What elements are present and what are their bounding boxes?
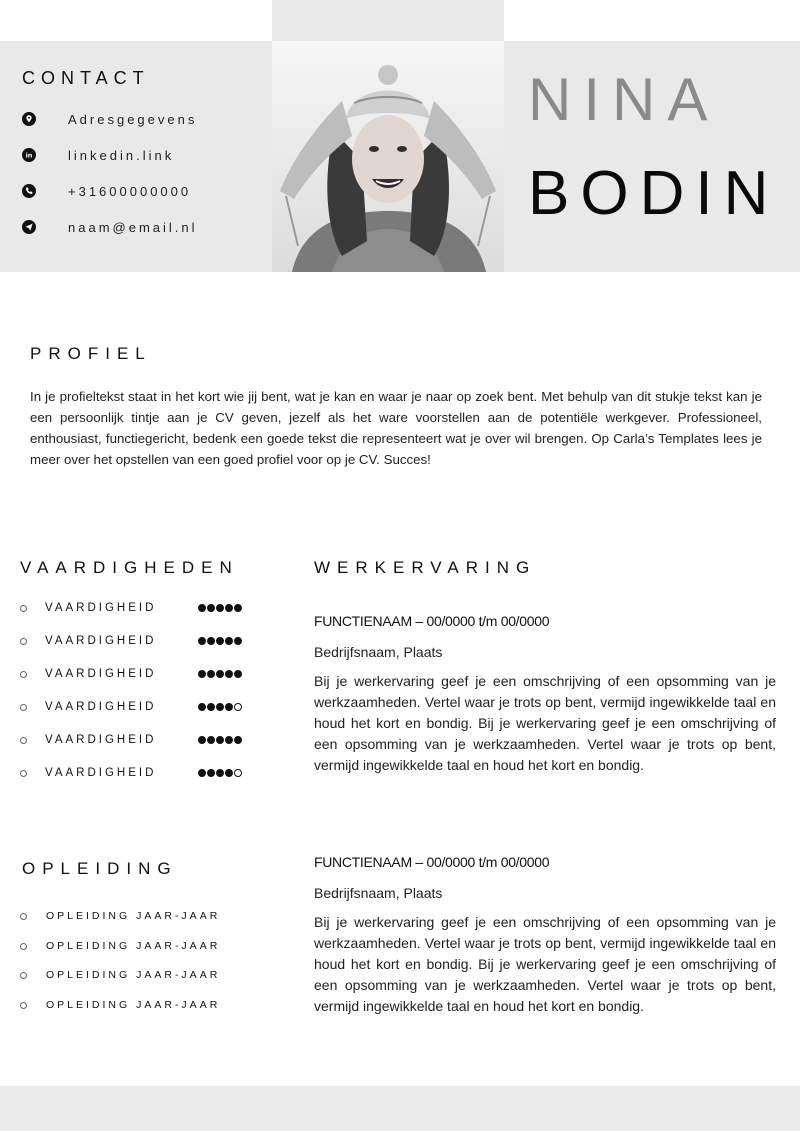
rating-dot-filled: [216, 769, 224, 777]
photo-tab: [272, 0, 504, 41]
rating-dot-filled: [207, 736, 215, 744]
bullet-icon: [20, 671, 27, 678]
profile-photo-illustration: [272, 41, 504, 272]
rating-dot-filled: [207, 637, 215, 645]
rating-dot-filled: [234, 736, 242, 744]
job-company: Bedrijfsnaam, Plaats: [314, 885, 443, 901]
skill-rating: [198, 604, 242, 612]
location-icon: [22, 112, 36, 126]
rating-dot-filled: [225, 769, 233, 777]
rating-dot-filled: [198, 736, 206, 744]
rating-dot-filled: [198, 604, 206, 612]
rating-dot-filled: [225, 637, 233, 645]
rating-dot-filled: [216, 703, 224, 711]
bullet-icon: [20, 913, 27, 920]
contact-title: CONTACT: [22, 68, 150, 88]
svg-text:in: in: [25, 151, 33, 160]
rating-dot-empty: [234, 769, 242, 777]
education-title: OPLEIDING: [22, 859, 178, 878]
rating-dot-filled: [225, 670, 233, 678]
job-title: FUNCTIENAAM – 00/0000 t/m 00/0000: [314, 613, 550, 629]
bullet-icon: [20, 605, 27, 612]
rating-dot-filled: [207, 769, 215, 777]
contact-phone-text[interactable]: +31600000000: [68, 183, 192, 199]
rating-dot-filled: [216, 604, 224, 612]
rating-dot-filled: [216, 637, 224, 645]
contact-linkedin-text[interactable]: linkedin.link: [68, 147, 175, 163]
first-name: NINA: [528, 66, 720, 133]
skill-row: [20, 765, 157, 781]
bullet-icon: [20, 1002, 27, 1009]
profile-photo: [272, 41, 504, 272]
skill-label: VAARDIGHEID: [45, 701, 157, 713]
education-label: OPLEIDING JAAR-JAAR: [46, 999, 221, 1011]
rating-dot-filled: [234, 637, 242, 645]
rating-dot-filled: [198, 703, 206, 711]
rating-dot-filled: [198, 670, 206, 678]
bullet-icon: [20, 638, 27, 645]
skill-label: VAARDIGHEID: [45, 734, 157, 746]
education-label: OPLEIDING JAAR-JAAR: [46, 910, 221, 922]
rating-dot-filled: [216, 736, 224, 744]
contact-email[interactable]: [22, 218, 198, 236]
contact-phone[interactable]: [22, 182, 192, 200]
phone-icon: [22, 184, 36, 198]
bullet-icon: [20, 737, 27, 744]
rating-dot-filled: [234, 604, 242, 612]
education-label: OPLEIDING JAAR-JAAR: [46, 969, 221, 981]
contact-address-text: Adresgegevens: [68, 111, 198, 127]
skill-rating: [198, 736, 242, 744]
rating-dot-empty: [234, 703, 242, 711]
education-row: [20, 939, 221, 953]
skill-label: VAARDIGHEID: [45, 767, 157, 779]
rating-dot-filled: [198, 769, 206, 777]
job-title: FUNCTIENAAM – 00/0000 t/m 00/0000: [314, 854, 550, 870]
skills-title: VAARDIGHEDEN: [20, 558, 239, 577]
send-icon: [22, 220, 36, 234]
job-description: Bij je werkervaring geef je een omschrijving of een opsomming van je werkzaamheden. Vertel waar je trots op bent, vermijd ingewikkelde taal en houd het kort en bondig. Bij je werkervaring geef je een omschrijving of een opsomming van je werkzaamheden. Vertel waar je trots op bent, vermijd ingewikkelde taal en houd het kort en bondig.: [314, 914, 776, 1014]
job-company: Bedrijfsnaam, Plaats: [314, 644, 443, 660]
footer-band: [0, 1086, 800, 1131]
contact-linkedin[interactable]: [22, 146, 175, 164]
work-title: WERKERVARING: [314, 558, 537, 577]
education-label: OPLEIDING JAAR-JAAR: [46, 940, 221, 952]
profile-text: In je profieltekst staat in het kort wie jij bent, wat je kan en waar je naar op zoek bent. Met behulp van dit stukje tekst kan je een persoonlijk tintje aan je CV geven, jezelf als het ware voorstellen aan de potentiële werkgever. Professioneel, enthousiast, functiegericht, bedenk een goede tekst die representeert wat je over wil brengen. Op Carla’s Templates lees je meer over het opstellen van een goed profiel voor op je CV. Succes!: [30, 389, 762, 467]
education-row: [20, 998, 221, 1012]
skill-rating: [198, 637, 242, 645]
skill-label: VAARDIGHEID: [45, 668, 157, 680]
bullet-icon: [20, 972, 27, 979]
bullet-icon: [20, 943, 27, 950]
rating-dot-filled: [225, 703, 233, 711]
bullet-icon: [20, 770, 27, 777]
education-row: [20, 909, 221, 923]
skill-row: [20, 633, 157, 649]
skill-rating: [198, 769, 242, 777]
bullet-icon: [20, 704, 27, 711]
job-entry-2: [314, 854, 776, 1017]
education-row: [20, 968, 221, 982]
last-name: BODIN: [528, 159, 780, 228]
rating-dot-filled: [225, 736, 233, 744]
rating-dot-filled: [225, 604, 233, 612]
rating-dot-filled: [207, 604, 215, 612]
skill-label: VAARDIGHEID: [45, 602, 157, 614]
profile-title: PROFIEL: [30, 344, 152, 363]
rating-dot-filled: [198, 637, 206, 645]
skill-label: VAARDIGHEID: [45, 635, 157, 647]
job-description: Bij je werkervaring geef je een omschrijving of een opsomming van je werkzaamheden. Vertel waar je trots op bent, vermijd ingewikkelde taal en houd het kort en bondig. Bij je werkervaring geef je een omschrijving of een opsomming van je werkzaamheden. Vertel waar je trots op bent, vermijd ingewikkelde taal en houd het kort en bondig.: [314, 673, 776, 773]
linkedin-icon: [22, 148, 36, 162]
contact-email-text[interactable]: naam@email.nl: [68, 219, 198, 235]
skill-rating: [198, 703, 242, 711]
skill-row: [20, 666, 157, 682]
skill-rating: [198, 670, 242, 678]
job-entry-1: [314, 613, 776, 776]
contact-address: [22, 110, 198, 128]
rating-dot-filled: [207, 703, 215, 711]
rating-dot-filled: [234, 670, 242, 678]
skill-row: [20, 732, 157, 748]
rating-dot-filled: [207, 670, 215, 678]
rating-dot-filled: [216, 670, 224, 678]
skill-row: [20, 699, 157, 715]
skill-row: [20, 600, 157, 616]
